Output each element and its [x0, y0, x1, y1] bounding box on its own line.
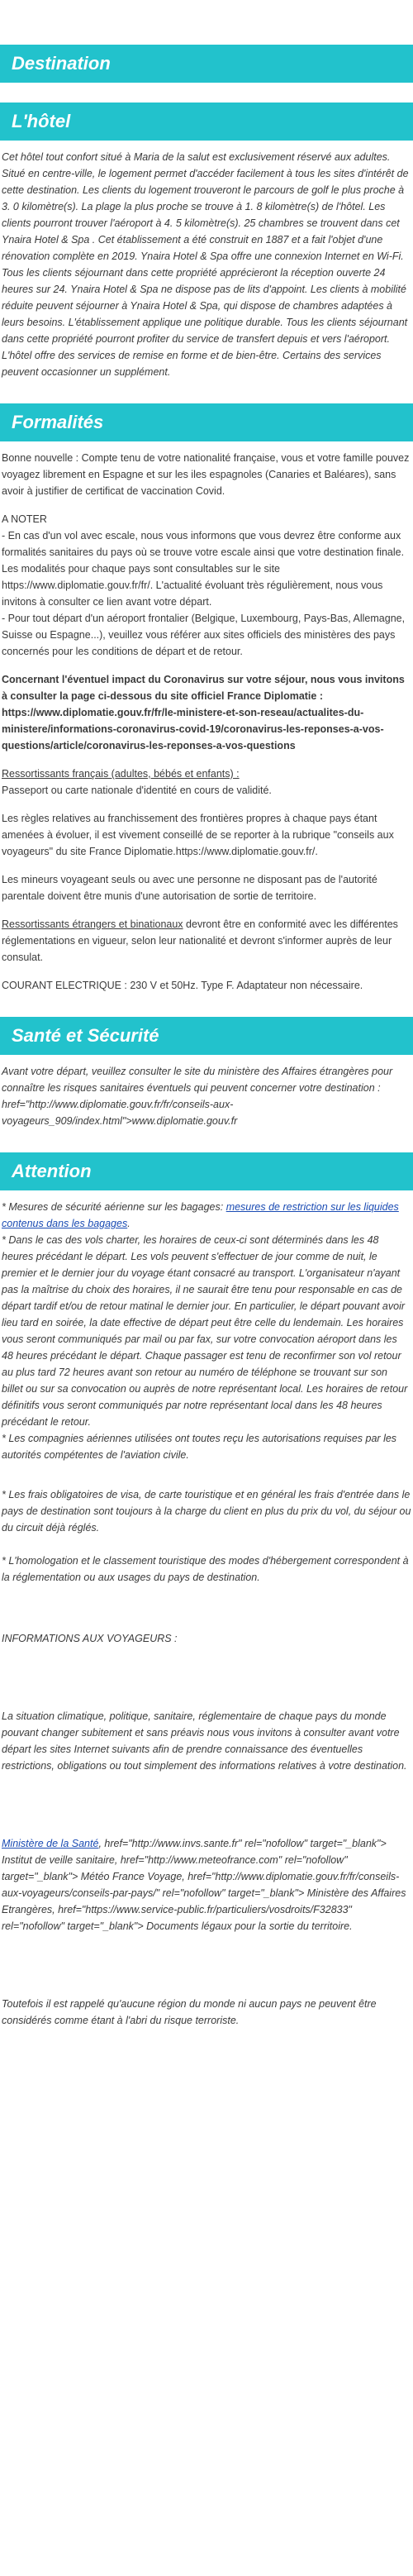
- top-spacer: [0, 0, 413, 45]
- destination-body: [0, 83, 413, 103]
- schedule-text: * Dans le cas des vols charter, les horaires de ceux-ci sont déterminés dans les 48 heures précédant le départ. Les vols peuvent s'effectuer de jour comme de nuit, le premier et le dernier jour du voyage étant consacré au transport. L'organisateur n'ayant pas la maîtrise du choix des horaires, il ne saurait être tenu pour responsable en cas de départ tardif et/ou de retour matinal le dernier jour. En particulier, le départ pouvant avoir lieu tard en soirée, la date effective de départ peut être celle du lendemain. Les horaires vous seront communiqués par mail ou par fax, sur votre convocation aéroport dans les 48 heures précédant le départ. Chaque passager est tenu de reconfirmer son vol retour au plus tard 72 heures avant son retour au numéro de téléphone se trouvant sur son billet ou sur sa convocation ou auprès de notre représentant local. Les horaires de retour définitifs vous seront communiqués par notre représentant local dans les 48 heures précédant le retour.: [2, 1234, 408, 1428]
- ministere-sante-link[interactable]: Ministère de la Santé: [2, 1838, 99, 1849]
- formalites-nota: [2, 511, 411, 660]
- sante-text: Avant votre départ, veuillez consulter le site du ministère des Affaires étrangères pour connaître les risques sanitaires éventuels qui peuvent concerner votre destination : href="http://www.diplomatie.gouv.fr/fr/conseils-aux-voyageurs_909/index.html">www.diplomatie.gouv.fr: [2, 1066, 393, 1127]
- liquids-restriction-link[interactable]: mesures de restriction sur les liquides contenus dans les bagages: [2, 1201, 399, 1229]
- situation-text: La situation climatique, politique, sanitaire, réglementaire de chaque pays du monde pouvant changer subitement et sans préavis nous vous invitons à consulter avant votre départ les sites Internet suivants afin de prendre connaissance des éventuelles restrictions, obligations ou tout simplement des informations relatives à votre destination.: [2, 1710, 407, 1772]
- foreign-nationals-text: devront être en conformité avec les différentes réglementations en vigueur, selon leur nationalité et devront s'informer auprès de leur consulat.: [2, 918, 398, 963]
- nota-line-3: - Pour tout départ d'un aéroport frontalier (Belgique, Luxembourg, Pays-Bas, Allemagne, Suisse ou Espagne...), veuillez vous référer aux sites officiels des ministères des pays concernés pour les conditions de départ et de retour.: [2, 613, 406, 657]
- spacer: [2, 1475, 411, 1486]
- security-suffix: .: [127, 1218, 131, 1229]
- security-prefix: * Mesures de sécurité aérienne sur les bagages:: [2, 1201, 226, 1213]
- nota-title: A NOTER: [2, 513, 47, 525]
- formalites-header: Formalités: [0, 403, 413, 441]
- security-measures: [2, 1199, 411, 1463]
- formalites-section: [0, 441, 413, 1017]
- hotel-description: Cet hôtel tout confort situé à Maria de la salut est exclusivement réservé aux adultes. Situé en centre-ville, le logement permet d'accéder facilement à tous les sites d'intérêt de cette destination. Les clients du logement trouveront le parcours de golf le plus proche à 3. 0 kilomètre(s). La plage la plus proche se trouve à 1. 8 kilomètre(s) de l'hôtel. Les clients pourront trouver l'aéroport à 4. 5 kilomètre(s). 25 chambres se trouvent dans cet Ynaira Hotel & Spa . Cet établissement a été construit en 1887 et a fait l'objet d'une rénovation complète en 2019. Ynaira Hotel & Spa offre une connexion Internet en Wi-Fi. Tous les clients séjournant dans cette propriété apprécieront la réception ouverte 24 heures sur 24. Ynaira Hotel & Spa ne dispose pas de lits d'appoint. Les clients à mobilité réduite peuvent séjourner à Ynaira Hotel & Spa, qui dispose de chambres adaptées à leurs besoins. L'établissement applique une politique durable. Tous les clients séjournant dans cette propriété pourront profiter du service de transfert depuis et vers l'aéroport. L'hôtel offre des services de remise en forme et de bien-être. Certains des services peuvent occasionner un supplément.: [2, 151, 409, 378]
- hotel-section: [0, 141, 413, 403]
- fees-text: * Les frais obligatoires de visa, de carte touristique et en général les frais d'entrée dans le pays de destination sont toujours à la charge du client en plus du prix du vol, du séjour ou du circuit déjà réglés.: [2, 1489, 411, 1534]
- homologation-text: * L'homologation et le classement touristique des modes d'hébergement correspondent à la réglementation ou aux usages du pays de destination.: [2, 1555, 409, 1583]
- border-rules: Les règles relatives au franchissement des frontières propres à chaque pays étant amenées à évoluer, il est vivement conseillé de se reporter à la rubrique "conseils aux voyageurs" du site France Diplomatie.https://www.diplomatie.gouv.fr/.: [2, 813, 394, 857]
- hotel-header: L'hôtel: [0, 103, 413, 141]
- attention-section: [0, 1190, 413, 2052]
- spacer: [2, 1597, 411, 1630]
- terror-risk-text: Toutefois il est rappelé qu'aucune région du monde ni aucun pays ne peuvent être considérés comme étant à l'abri du risque terroriste.: [2, 1998, 377, 2026]
- covid-notice: Concernant l'éventuel impact du Coronavirus sur votre séjour, nous vous invitons à consulter la page ci-dessous du site officiel France Diplomatie : https://www.diplomatie.gouv.fr/fr/le-ministere-et-son-reseau/actualites-du-ministere/informations-coronavirus-covid-19/coronavirus-les-reponses-a-vos-questions/article/coronavirus-les-reponses-a-vos-questions: [2, 674, 405, 751]
- airlines-text: * Les compagnies aériennes utilisées ont toutes reçu les autorisations requises par les autorités compétentes de l'aviation civile.: [2, 1433, 397, 1461]
- formalites-intro: Bonne nouvelle : Compte tenu de votre nationalité française, vous et votre famille pouvez voyagez librement en Espagne et sur les iles espagnoles (Canaries et Baléares), sans avoir à justifier de certificat de vaccination Covid.: [2, 452, 410, 497]
- electric-current: COURANT ELECTRIQUE : 230 V et 50Hz. Type F. Adaptateur non nécessaire.: [2, 980, 363, 991]
- spacer: [2, 1946, 411, 1996]
- french-nationals-text: Passeport ou carte nationale d'identité en cours de validité.: [2, 785, 272, 796]
- spacer: [2, 1658, 411, 1708]
- french-nationals: [2, 766, 411, 799]
- useful-links: [2, 1835, 411, 1934]
- info-title: INFORMATIONS AUX VOYAGEURS :: [2, 1633, 178, 1644]
- foreign-nationals-title: Ressortissants étrangers et binationaux: [2, 918, 183, 930]
- nota-line-1: - En cas d'un vol avec escale, nous vous informons que vous devrez être conforme aux formalités sanitaires du pays où se trouve votre escale ainsi que votre destination finale.: [2, 530, 405, 558]
- useful-links-text: , href="http://www.invs.sante.fr" rel="nofollow" target="_blank"> Institut de veille sanitaire, href="http://www.meteofrance.com" rel="nofollow" target="_blank"> Météo France Voyage, href="http://www.diplomatie.gouv.fr/fr/conseils-aux-voyageurs/conseils-par-pays/" rel="nofollow" target="_blank"> Ministère des Affaires Etrangères, href="https://www.service-public.fr/particuliers/vosdroits/F32833" rel="nofollow" target="_blank"> Documents légaux pour la sortie du territoire.: [2, 1838, 406, 1932]
- sante-header: Santé et Sécurité: [0, 1017, 413, 1055]
- sante-section: [0, 1055, 413, 1152]
- nota-line-2: Les modalités pour chaque pays sont consultables sur le site https://www.diplomatie.gouv.fr/fr/. L'actualité évoluant très régulièrement, nous vous invitons à consulter ce lien avant votre départ.: [2, 563, 383, 608]
- destination-header: Destination: [0, 45, 413, 83]
- minors-rules: Les mineurs voyageant seuls ou avec une personne ne disposant pas de l'autorité parentale doivent être munis d'une autorisation de sortie de territoire.: [2, 874, 377, 902]
- spacer: [2, 1786, 411, 1835]
- attention-header: Attention: [0, 1152, 413, 1190]
- foreign-nationals: [2, 916, 411, 966]
- french-nationals-title: Ressortissants français (adultes, bébés et enfants) :: [2, 768, 240, 780]
